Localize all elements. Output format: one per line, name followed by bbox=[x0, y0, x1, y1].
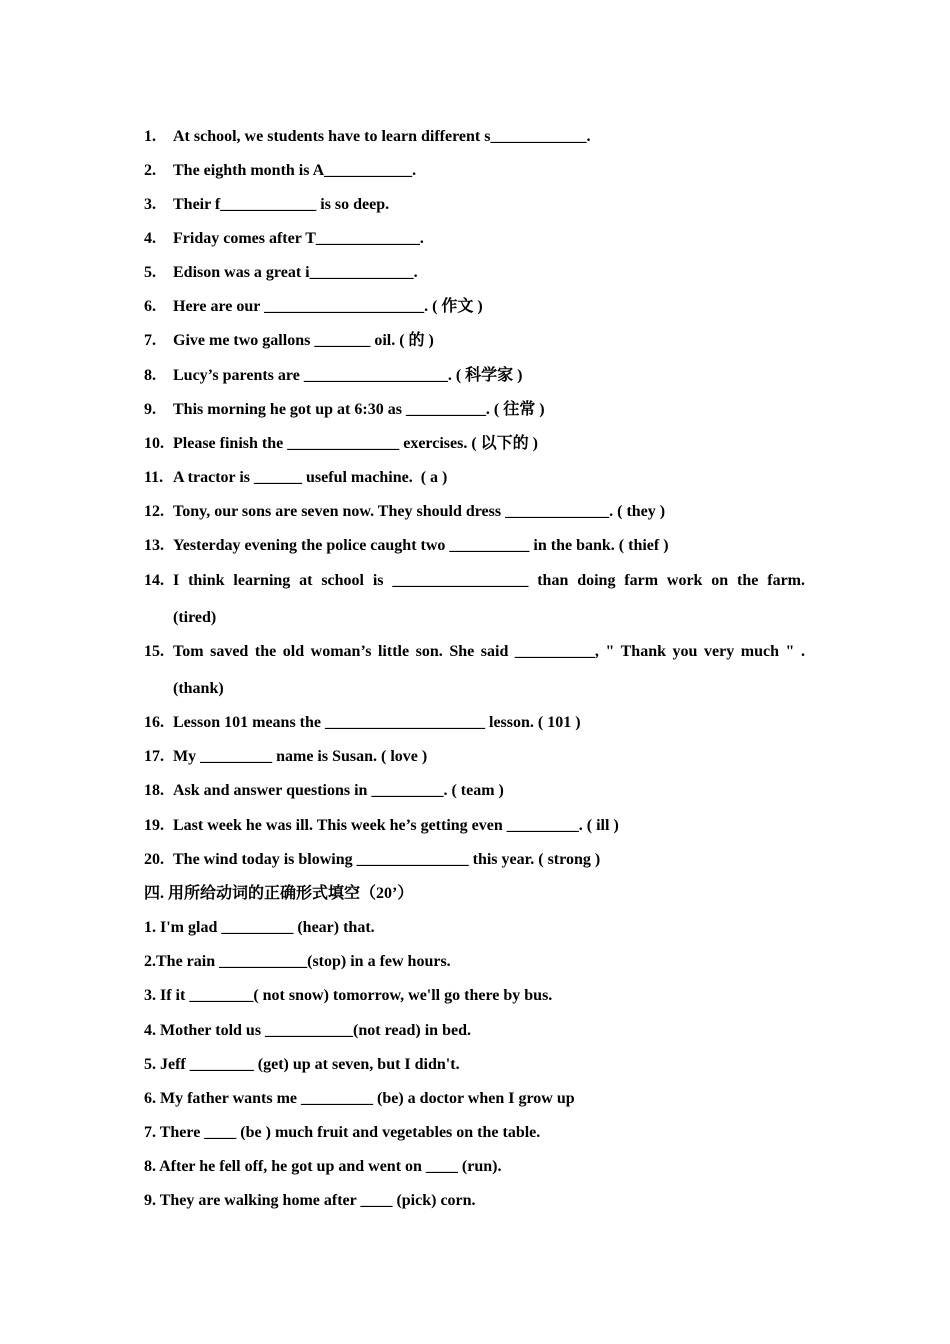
item-hint: (tired) bbox=[173, 609, 217, 626]
item-text: The eighth month is A___________. bbox=[173, 162, 417, 179]
item-number: 12. bbox=[144, 503, 164, 520]
exercise-item-16 bbox=[144, 713, 581, 733]
section-heading: 四. 用所给动词的正确形式填空（20’） bbox=[144, 885, 414, 902]
exercise-item-4 bbox=[144, 229, 424, 249]
item-text: I think learning at school is _________________ than doing farm work on the farm. bbox=[173, 572, 805, 589]
item-text: Tom saved the old woman’s little son. She said __________, " Thank you very much " . bbox=[173, 643, 805, 660]
item-number: 13. bbox=[144, 537, 164, 554]
item-text: My _________ name is Susan. ( love ) bbox=[173, 748, 428, 765]
exercise-item-18 bbox=[144, 781, 504, 801]
verb-item-9: 9. They are walking home after ____ (pick) corn. bbox=[144, 1192, 476, 1209]
item-number: 2. bbox=[144, 162, 156, 179]
exercise-item-15 bbox=[144, 642, 173, 662]
exercise-item-6 bbox=[144, 297, 483, 317]
item-text: This morning he got up at 6:30 as __________. ( 往常 ) bbox=[173, 401, 545, 418]
item-number: 11. bbox=[144, 469, 164, 486]
item-hint: (thank) bbox=[173, 680, 224, 697]
exercise-item-7 bbox=[144, 331, 434, 351]
item-text: Lesson 101 means the ____________________ lesson. ( 101 ) bbox=[173, 714, 581, 731]
item-number: 10. bbox=[144, 435, 164, 452]
item-text: Yesterday evening the police caught two __________ in the bank. ( thief ) bbox=[173, 537, 669, 554]
item-text: Ask and answer questions in _________. ( team ) bbox=[173, 782, 504, 799]
item-text: Friday comes after T_____________. bbox=[173, 230, 424, 247]
item-number: 1. bbox=[144, 128, 156, 145]
item-number: 4. bbox=[144, 230, 156, 247]
verb-item-3: 3. If it ________( not snow) tomorrow, we'll go there by bus. bbox=[144, 987, 553, 1004]
exercise-item-3 bbox=[144, 195, 389, 215]
exercise-item-14 bbox=[144, 571, 173, 591]
item-text: A tractor is ______ useful machine. ( a ) bbox=[173, 469, 448, 486]
exercise-item-11 bbox=[144, 468, 447, 488]
item-number: 16. bbox=[144, 714, 164, 731]
item-text: At school, we students have to learn different s____________. bbox=[173, 128, 591, 145]
item-text: Give me two gallons _______ oil. ( 的 ) bbox=[173, 332, 434, 349]
item-text: Here are our ____________________. ( 作文 ) bbox=[173, 298, 483, 315]
exercise-item-12 bbox=[144, 502, 665, 522]
item-number: 17. bbox=[144, 748, 164, 765]
item-text: Lucy’s parents are __________________. ( 科学家 ) bbox=[173, 367, 523, 384]
item-text: Last week he was ill. This week he’s getting even _________. ( ill ) bbox=[173, 817, 619, 834]
exercise-item-17 bbox=[144, 747, 427, 767]
verb-item-2: 2.The rain ___________(stop) in a few hours. bbox=[144, 953, 451, 970]
item-number: 15. bbox=[144, 643, 164, 660]
verb-item-1: 1. I'm glad _________ (hear) that. bbox=[144, 919, 375, 936]
item-number: 18. bbox=[144, 782, 164, 799]
item-number: 6. bbox=[144, 298, 156, 315]
verb-item-7: 7. There ____ (be ) much fruit and vegetables on the table. bbox=[144, 1124, 541, 1141]
exercise-item-5 bbox=[144, 263, 418, 283]
item-text: Their f____________ is so deep. bbox=[173, 196, 390, 213]
item-number: 19. bbox=[144, 817, 164, 834]
verb-item-6: 6. My father wants me _________ (be) a doctor when I grow up bbox=[144, 1090, 575, 1107]
item-number: 3. bbox=[144, 196, 156, 213]
item-number: 5. bbox=[144, 264, 156, 281]
item-text: Tony, our sons are seven now. They should dress _____________. ( they ) bbox=[173, 503, 666, 520]
exercise-item-8 bbox=[144, 366, 522, 386]
item-number: 9. bbox=[144, 401, 156, 418]
verb-item-4: 4. Mother told us ___________(not read) in bed. bbox=[144, 1022, 471, 1039]
item-text: Please finish the ______________ exercises. ( 以下的 ) bbox=[173, 435, 538, 452]
item-number: 14. bbox=[144, 572, 164, 589]
verb-item-5: 5. Jeff ________ (get) up at seven, but I didn't. bbox=[144, 1056, 460, 1073]
exercise-item-9 bbox=[144, 400, 545, 420]
exercise-item-10 bbox=[144, 434, 538, 454]
item-number: 7. bbox=[144, 332, 156, 349]
item-number: 20. bbox=[144, 851, 164, 868]
exercise-item-13 bbox=[144, 536, 669, 556]
item-text: Edison was a great i_____________. bbox=[173, 264, 418, 281]
exercise-item-2 bbox=[144, 161, 416, 181]
item-number: 8. bbox=[144, 367, 156, 384]
exercise-item-19 bbox=[144, 816, 619, 836]
exercise-item-20 bbox=[144, 850, 600, 870]
verb-item-8: 8. After he fell off, he got up and went on ____ (run). bbox=[144, 1158, 502, 1175]
item-text: The wind today is blowing ______________ this year. ( strong ) bbox=[173, 851, 601, 868]
exercise-item-1 bbox=[144, 127, 590, 147]
